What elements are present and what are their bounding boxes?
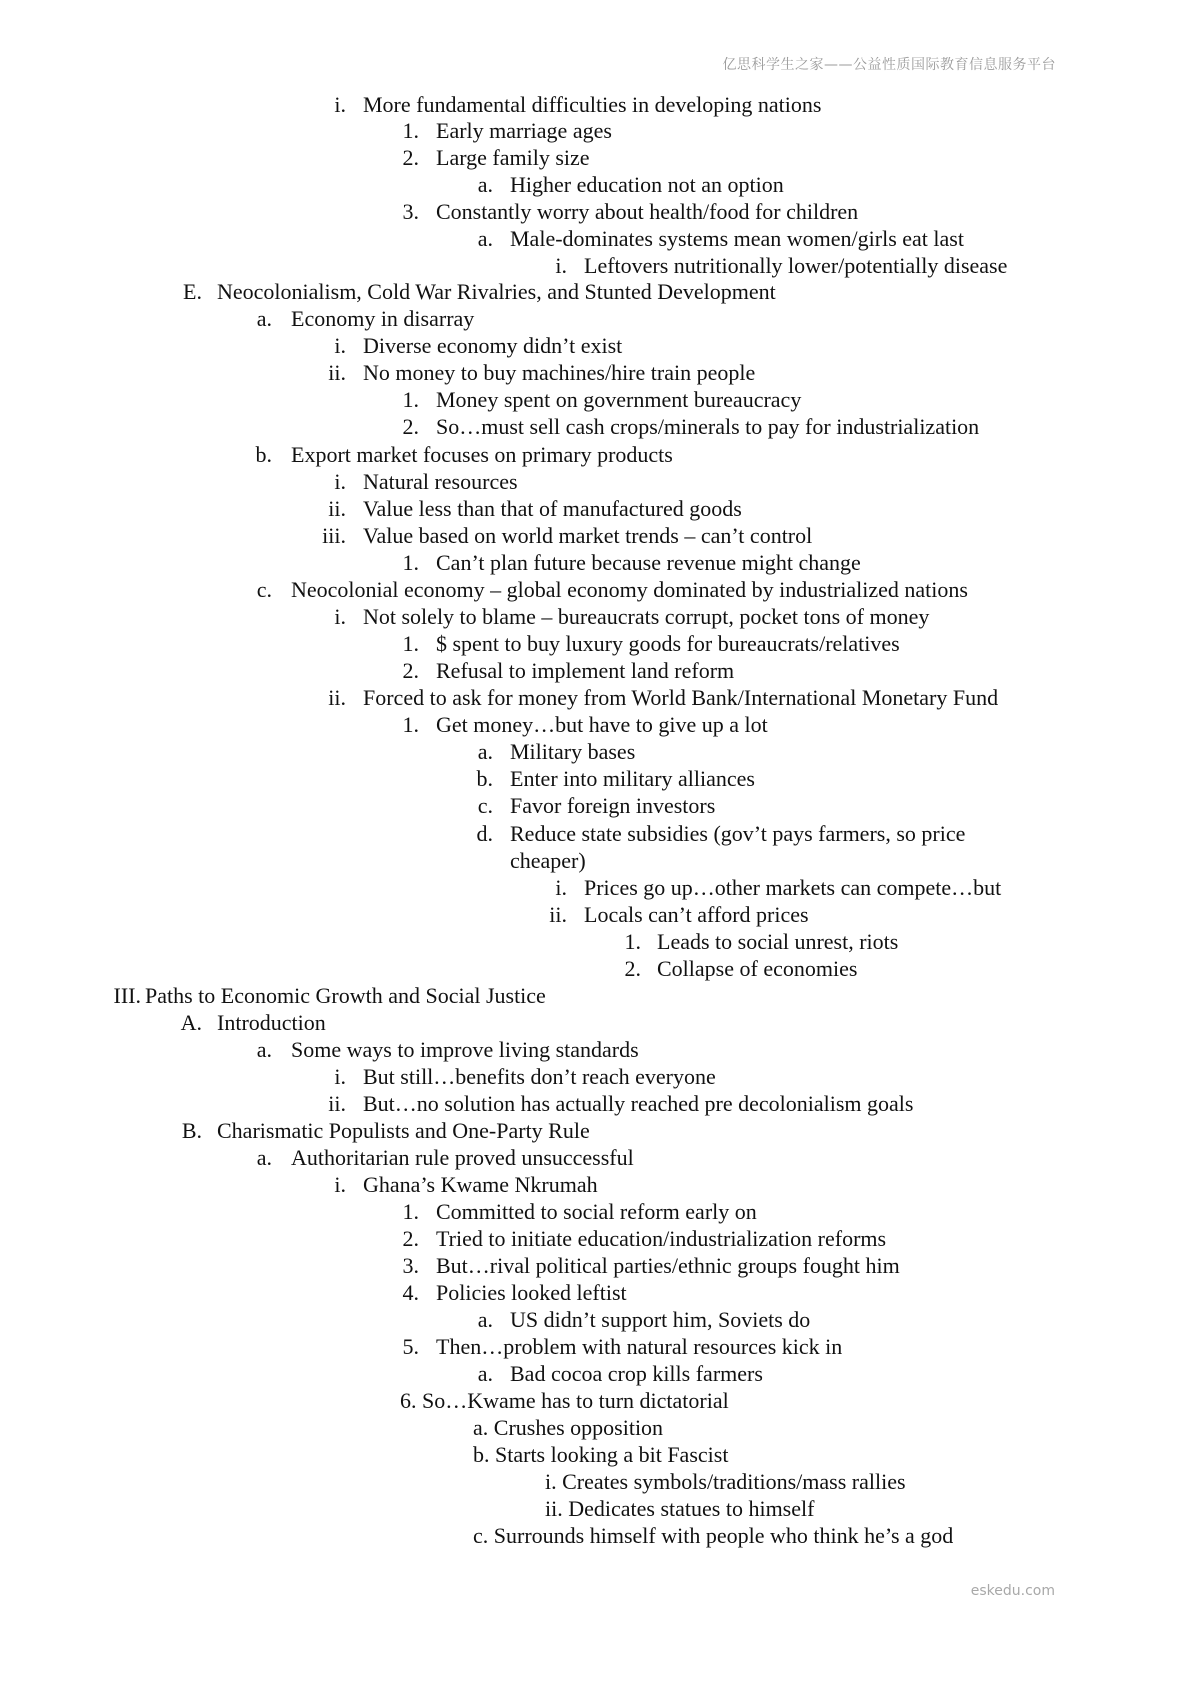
- outline-text: Ghana’s Kwame Nkrumah: [363, 1172, 598, 1197]
- outline-item: [0, 359, 1191, 387]
- outline-text: Constantly worry about health/food for children: [436, 199, 859, 224]
- outline-marker: III.: [113, 983, 141, 1008]
- outline-marker: 1.: [402, 387, 419, 412]
- outline-item: [0, 1036, 1191, 1064]
- outline-marker: b.: [255, 442, 272, 467]
- outline-item: [0, 1090, 1191, 1118]
- outline-marker: A.: [180, 1010, 202, 1035]
- outline-item: [0, 792, 1191, 820]
- footer-watermark: eskedu.com: [970, 1583, 1055, 1599]
- outline-item: [0, 305, 1191, 333]
- outline-text: Creates symbols/traditions/mass rallies: [562, 1469, 906, 1494]
- outline-text: Crushes opposition: [493, 1415, 664, 1440]
- outline-text: So…must sell cash crops/minerals to pay for industrialization: [436, 414, 980, 439]
- outline-text: Bad cocoa crop kills farmers: [510, 1361, 763, 1386]
- outline-text: Dedicates statues to himself: [568, 1496, 815, 1521]
- outline-text: Get money…but have to give up a lot: [436, 712, 768, 737]
- outline-marker: i.: [334, 333, 346, 358]
- outline-item: [0, 441, 1191, 469]
- outline-item: [0, 1063, 1191, 1091]
- outline-marker: 2.: [402, 145, 419, 170]
- outline-marker: a.: [477, 172, 493, 197]
- outline-text: Leads to social unrest, riots: [657, 929, 899, 954]
- outline-text: Value based on world market trends – can’t control: [363, 523, 813, 548]
- outline-item: [0, 1387, 1191, 1415]
- outline-item: [0, 901, 1191, 929]
- outline-text: Neocolonial economy – global economy dominated by industrialized nations: [291, 577, 968, 602]
- outline-marker: ii.: [549, 902, 567, 927]
- outline-marker: 3.: [402, 1253, 419, 1278]
- outline-marker: 1.: [402, 712, 419, 737]
- outline-text: Economy in disarray: [291, 306, 475, 331]
- outline-item: [0, 495, 1191, 523]
- outline-text: Refusal to implement land reform: [436, 658, 735, 683]
- outline-item: [0, 765, 1191, 793]
- outline-item: [0, 1279, 1191, 1307]
- outline-text: Collapse of economies: [657, 956, 858, 981]
- outline-item: [0, 657, 1191, 685]
- outline-marker: 2.: [402, 414, 419, 439]
- outline-marker: i.: [545, 1469, 557, 1494]
- outline-marker: B.: [181, 1118, 202, 1143]
- outline-text: So…Kwame has to turn dictatorial: [422, 1388, 729, 1413]
- outline-marker: 4.: [402, 1280, 419, 1305]
- outline-item: [0, 1117, 1191, 1145]
- outline-marker: 1.: [402, 118, 419, 143]
- outline-marker: i.: [555, 875, 567, 900]
- outline-text: Military bases: [510, 739, 636, 764]
- outline-item: [0, 198, 1191, 226]
- outline-item: [0, 928, 1191, 956]
- outline-marker: i.: [334, 1172, 346, 1197]
- outline-item: [0, 1171, 1191, 1199]
- outline-text: Money spent on government bureaucracy: [436, 387, 802, 412]
- outline-item: [0, 1495, 1191, 1523]
- outline-text: Committed to social reform early on: [436, 1199, 757, 1224]
- outline-text: Then…problem with natural resources kick in: [436, 1334, 843, 1359]
- outline-marker: 6.: [400, 1388, 417, 1413]
- outline-marker: 5.: [402, 1334, 419, 1359]
- outline-text: Authoritarian rule proved unsuccessful: [291, 1145, 634, 1170]
- outline-marker: 3.: [402, 199, 419, 224]
- outline-marker: ii.: [328, 1091, 346, 1116]
- outline-item: [0, 1441, 1191, 1469]
- outline-marker: iii.: [322, 523, 346, 548]
- outline-item: [0, 576, 1191, 604]
- outline-item: [0, 144, 1191, 172]
- outline-marker: c.: [477, 793, 493, 818]
- outline-item: [0, 171, 1191, 199]
- outline-item: [0, 91, 1191, 119]
- outline-text: $ spent to buy luxury goods for bureaucrats/relatives: [436, 631, 900, 656]
- outline-item: [0, 1306, 1191, 1334]
- outline-marker: i.: [555, 253, 567, 278]
- outline-marker: ii.: [545, 1496, 563, 1521]
- outline-marker: ii.: [328, 496, 346, 521]
- outline-item: [0, 1414, 1191, 1442]
- outline-item: [0, 820, 1191, 848]
- outline-marker: 1.: [624, 929, 641, 954]
- outline-marker: a.: [477, 1361, 493, 1386]
- outline-marker: a.: [256, 1145, 272, 1170]
- outline-item: [0, 1360, 1191, 1388]
- outline-item: [0, 738, 1191, 766]
- outline-item: [0, 1144, 1191, 1172]
- outline-item: [0, 413, 1191, 441]
- outline-text: Can’t plan future because revenue might change: [436, 550, 861, 575]
- outline-marker: 1.: [402, 1199, 419, 1224]
- outline-marker: b.: [476, 766, 493, 791]
- outline-text: But still…benefits don’t reach everyone: [363, 1064, 716, 1089]
- outline-item: [0, 117, 1191, 145]
- outline-text: More fundamental difficulties in developing nations: [363, 92, 822, 117]
- outline-text: Paths to Economic Growth and Social Justice: [145, 983, 546, 1008]
- outline-marker: i.: [334, 92, 346, 117]
- outline-item: [0, 468, 1191, 496]
- outline-text: Not solely to blame – bureaucrats corrupt, pocket tons of money: [363, 604, 930, 629]
- outline-text: Enter into military alliances: [510, 766, 755, 791]
- outline-text: Prices go up…other markets can compete…but: [584, 875, 1002, 900]
- outline-marker: a.: [477, 739, 493, 764]
- outline-text: Starts looking a bit Fascist: [495, 1442, 729, 1467]
- outline-item: [0, 847, 1191, 875]
- outline-text: Surrounds himself with people who think he’s a god: [493, 1523, 954, 1548]
- outline-item: [0, 1522, 1191, 1550]
- outline-marker: i.: [334, 604, 346, 629]
- outline-item: [0, 252, 1191, 280]
- outline-item: [0, 278, 1191, 306]
- outline-marker: a.: [256, 1037, 272, 1062]
- header-watermark: 亿思科学生之家——公益性质国际教育信息服务平台: [722, 57, 1056, 73]
- outline-text: But…rival political parties/ethnic groups fought him: [436, 1253, 900, 1278]
- outline-item: [0, 1252, 1191, 1280]
- outline-item: [0, 955, 1191, 983]
- outline-text: Locals can’t afford prices: [584, 902, 809, 927]
- outline-text: Introduction: [217, 1010, 326, 1035]
- outline-text: Natural resources: [363, 469, 518, 494]
- outline-text: Leftovers nutritionally lower/potentially disease: [584, 253, 1008, 278]
- outline-text: Reduce state subsidies (gov’t pays farmers, so price: [510, 821, 966, 846]
- outline-text: But…no solution has actually reached pre decolonialism goals: [363, 1091, 914, 1116]
- outline-marker: a.: [477, 1307, 493, 1332]
- outline-item: [0, 1225, 1191, 1253]
- outline-item: [0, 603, 1191, 631]
- outline-item: [0, 225, 1191, 253]
- outline-text: No money to buy machines/hire train people: [363, 360, 756, 385]
- outline-marker: ii.: [328, 360, 346, 385]
- outline-item: [0, 549, 1191, 577]
- outline-text: cheaper): [510, 848, 586, 873]
- outline-marker: 1.: [402, 550, 419, 575]
- outline-text: Diverse economy didn’t exist: [363, 333, 623, 358]
- outline-marker: i.: [334, 1064, 346, 1089]
- outline-marker: a.: [256, 306, 272, 331]
- outline-item: [0, 1333, 1191, 1361]
- outline-marker: c.: [256, 577, 272, 602]
- outline-marker: E.: [183, 279, 202, 304]
- outline-item: [0, 522, 1191, 550]
- outline-text: Favor foreign investors: [510, 793, 716, 818]
- outline-text: Export market focuses on primary products: [291, 442, 673, 467]
- outline-text: Large family size: [436, 145, 590, 170]
- outline-marker: i.: [334, 469, 346, 494]
- outline-marker: 2.: [402, 658, 419, 683]
- outline-item: [0, 1198, 1191, 1226]
- outline-text: US didn’t support him, Soviets do: [510, 1307, 811, 1332]
- outline-item: [0, 1468, 1191, 1496]
- outline-marker: a.: [473, 1415, 489, 1440]
- outline-text: Value less than that of manufactured goods: [363, 496, 742, 521]
- outline-text: Male-dominates systems mean women/girls eat last: [510, 226, 964, 251]
- outline-item: [0, 630, 1191, 658]
- outline-marker: ii.: [328, 685, 346, 710]
- outline-text: Some ways to improve living standards: [291, 1037, 639, 1062]
- outline-item: [0, 982, 1191, 1010]
- outline-item: [0, 684, 1191, 712]
- outline-marker: 1.: [402, 631, 419, 656]
- outline-marker: d.: [476, 821, 493, 846]
- outline-marker: 2.: [624, 956, 641, 981]
- outline-item: [0, 332, 1191, 360]
- outline-item: [0, 1009, 1191, 1037]
- outline-text: Charismatic Populists and One-Party Rule: [217, 1118, 590, 1143]
- outline-text: Forced to ask for money from World Bank/International Monetary Fund: [363, 685, 999, 710]
- outline-marker: b.: [473, 1442, 490, 1467]
- outline-text: Early marriage ages: [436, 118, 612, 143]
- outline-text: Neocolonialism, Cold War Rivalries, and Stunted Development: [217, 279, 776, 304]
- outline-item: [0, 711, 1191, 739]
- outline-marker: 2.: [402, 1226, 419, 1251]
- outline-marker: c.: [473, 1523, 489, 1548]
- outline-item: [0, 386, 1191, 414]
- outline-text: Policies looked leftist: [436, 1280, 627, 1305]
- outline-item: [0, 874, 1191, 902]
- outline-marker: a.: [477, 226, 493, 251]
- outline-text: Tried to initiate education/industrialization reforms: [436, 1226, 887, 1251]
- outline-text: Higher education not an option: [510, 172, 784, 197]
